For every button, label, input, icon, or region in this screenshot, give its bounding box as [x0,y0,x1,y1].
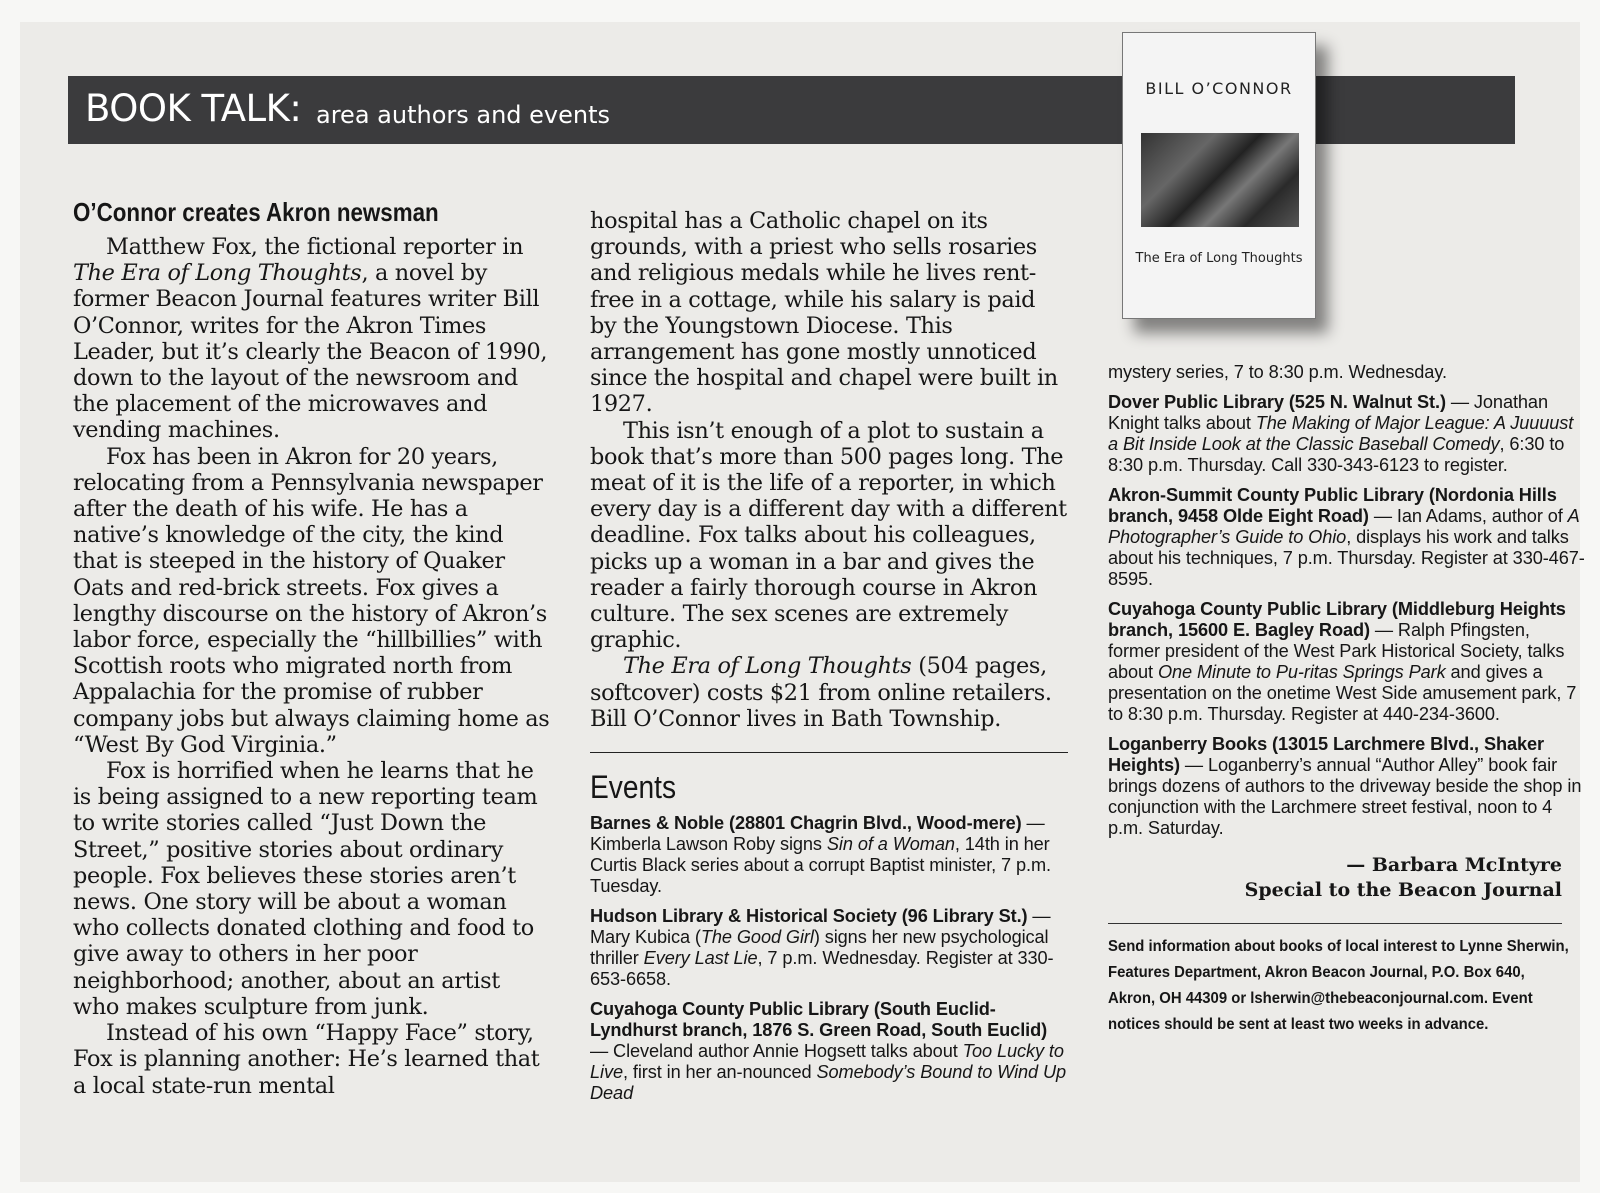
article-column-2 [590,208,1068,1113]
article-paragraph: Fox has been in Akron for 20 years, relocating from a Pennsylvania newspaper after the death of his wife. He has a native’s knowledge of the city, the kind that is steeped in the history of Quaker Oats and red-brick streets. Fox gives a lengthy discourse on the history of Akron’s labor force, especially the “hillbillies” with Scottish roots who migrated north from Appalachia for the promise of rubber company jobs but always claiming home as “West By God Virginia.” [73,443,550,758]
book-cover [1122,32,1316,319]
event-venue: Loganberry Books (13015 Larchmere Blvd., Shaker Heights) [1108,734,1545,775]
book-cover-author: BILL O’CONNOR [1145,79,1293,98]
article-paragraph: hospital has a Catholic chapel on its grounds, with a priest who sells rosaries and religious medals while he lives rent-free in a cottage, while his salary is paid by the Youngstown Diocese. This arrangement has gone mostly unnoticed since the hospital and chapel were built in 1927. [590,208,1058,418]
notice-divider [1108,923,1562,924]
article-paragraph: Matthew Fox, the fictional reporter in The Era of Long Thoughts, a novel by former Beacon Journal features writer Bill O’Connor, writes for the Akron Times Leader, but it’s clearly the Beacon of 1990, down to the layout of the newsroom and the placement of the microwaves and vending machines. [73,234,548,444]
article-paragraph: This isn’t enough of a plot to sustain a book that’s more than 500 pages long. The meat of it is the life of a reporter, in which every day is a different day with a different deadline. Fox talks about his colleagues, picks up a woman in a bar and gives the reader a fairly thorough course in Akron culture. The sex scenes are extremely graphic. [590,417,1067,654]
event-listing-continued: mystery series, 7 to 8:30 p.m. Wednesday. [1108,362,1447,382]
byline-credit: Special to the Beacon Journal [1244,879,1562,901]
events-divider [590,752,1068,753]
submission-notice: Send information about books of local interest to Lynne Sherwin, Features Department, Akron Beacon Journal, P.O. Box 640, Akron, OH 44309 or lsherwin@thebeaconjournal.com. Event notices should be sent at least two weeks in advance. [1108,938,1569,1033]
banner-subtitle: area authors and events [316,101,611,129]
event-venue: Cuyahoga County Public Library (Middleburg Heights branch, 15600 E. Bagley Road) [1108,599,1566,640]
book-cover-photo [1141,133,1299,227]
article-paragraph: Fox is horrified when he learns that he is being assigned to a new reporting team to write stories called “Just Down the Street,” positive stories about ordinary people. Fox believes these stories aren’t news. One story will be about a woman who collects donated clothing and food to give away to others in her poor neighborhood; another, about an artist who makes sculpture from junk. [73,758,538,1020]
banner-title: BOOK TALK: [85,87,302,130]
events-column [1108,362,1586,1038]
event-listing: Akron-Summit County Public Library (Nordonia Hills branch, 9458 Olde Eight Road) — Ian Adams, author of A Photographer’s Guide to Ohio, displays his work and talks about his techniques, 7 p.m. Thursday. Register at 330-467-8595. [1108,485,1585,589]
article-byline [1108,853,1586,903]
event-listing: Cuyahoga County Public Library (South Euclid-Lyndhurst branch, 1876 S. Green Road, South Euclid) — Cleveland author Annie Hogsett talks about Too Lucky to Live, first in her an-nounced Somebody’s Bound to Wind Up Dead [590,999,1067,1104]
event-venue: Cuyahoga County Public Library (South Euclid-Lyndhurst branch, 1876 S. Green Road, South Euclid) [590,999,1048,1041]
book-cover-title: The Era of Long Thoughts [1135,251,1303,266]
event-listing: Hudson Library & Historical Society (96 Library St.) — Mary Kubica (The Good Girl) signs her new psychological thriller Every Last Lie, 7 p.m. Wednesday. Register at 330-653-6658. [590,906,1054,990]
article-paragraph: The Era of Long Thoughts (504 pages, softcover) costs $21 from online retailers. Bill O’Connor lives in Bath Township. [590,653,1052,732]
event-venue: Barnes & Noble (28801 Chagrin Blvd., Wood-mere) [590,813,1022,834]
event-venue: Dover Public Library (525 N. Walnut St.) [1108,392,1446,412]
article-column-1 [73,194,551,1099]
event-listing: Barnes & Noble (28801 Chagrin Blvd., Wood-mere) — Kimberla Lawson Roby signs Sin of a Woman, 14th in her Curtis Black series about a corrupt Baptist minister, 7 p.m. Tuesday. [590,813,1051,897]
event-listing: Cuyahoga County Public Library (Middleburg Heights branch, 15600 E. Bagley Road) — Ralph Pfingsten, former president of the West Park Historical Society, talks about One Minute to Pu-ritas Springs Park and gives a presentation on the onetime West Side amusement park, 7 to 8:30 p.m. Thursday. Register at 440-234-3600. [1108,599,1577,724]
event-venue: Akron-Summit County Public Library (Nordonia Hills branch, 9458 Olde Eight Road) [1108,485,1557,526]
article-headline: O’Connor creates Akron newsman [73,197,439,227]
event-listing: Dover Public Library (525 N. Walnut St.) — Jonathan Knight talks about The Making of Major League: A Juuuust a Bit Inside Look at the Classic Baseball Comedy, 6:30 to 8:30 p.m. Thursday. Call 330-343-6123 to register. [1108,392,1574,475]
byline-author: — Barbara McIntyre [1346,854,1562,876]
event-listing: Loganberry Books (13015 Larchmere Blvd., Shaker Heights) — Loganberry’s annual “Author Alley” book fair brings dozens of authors to the driveway beside the shop in conjunction with the Larchmere street festival, noon to 4 p.m. Saturday. [1108,734,1582,838]
event-venue: Hudson Library & Historical Society (96 Library St.) [590,906,1028,927]
events-heading: Events [590,769,677,806]
article-paragraph: Instead of his own “Happy Face” story, Fox is planning another: He’s learned that a local state-run mental [73,1020,540,1099]
